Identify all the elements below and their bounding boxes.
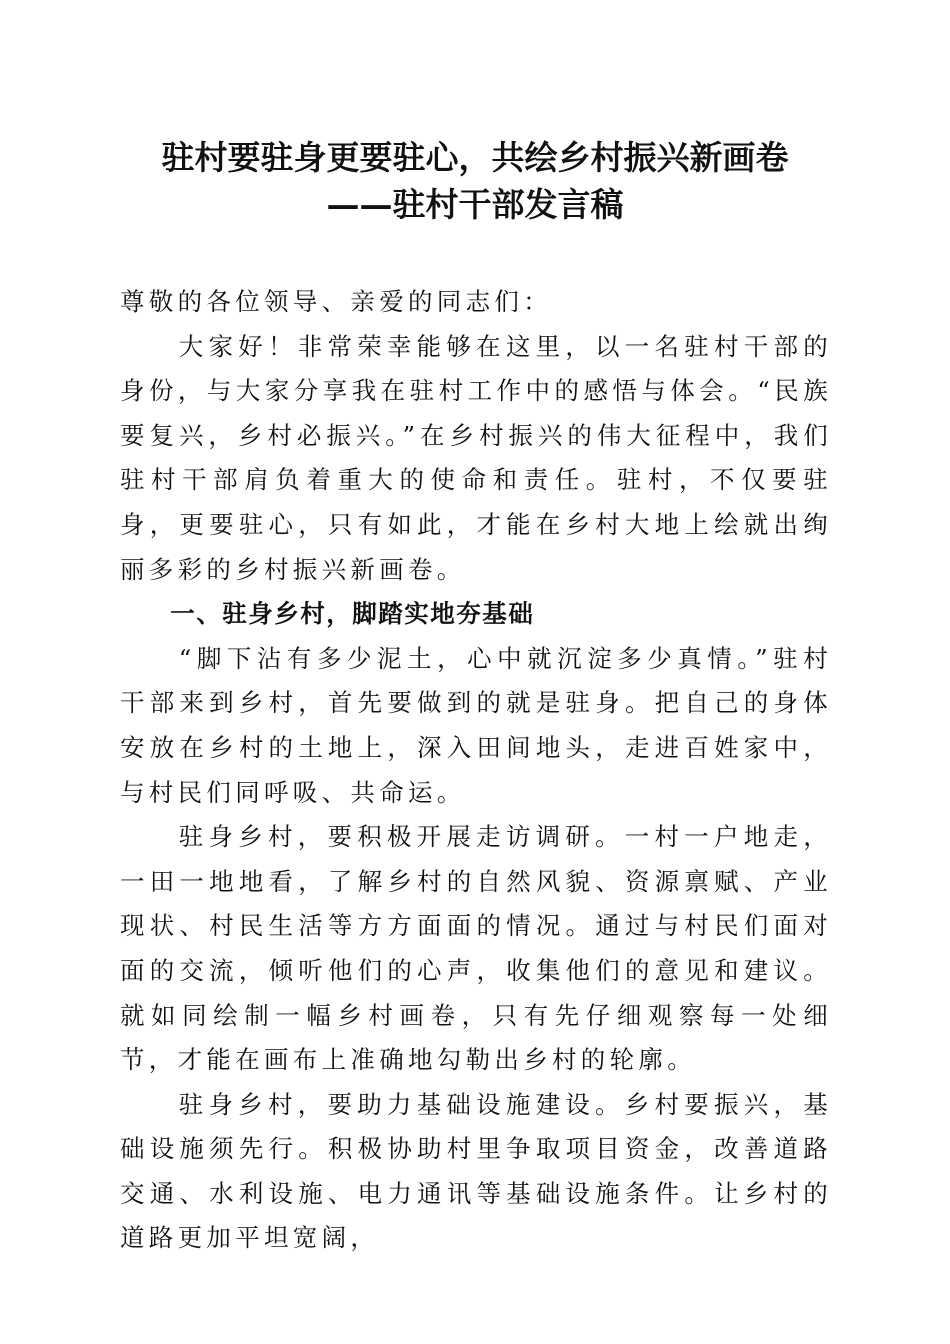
- salutation: 尊敬的各位领导、亲爱的同志们：: [120, 287, 552, 316]
- paragraph: “脚下沾有多少泥土，心中就沉淀多少真情。”驻村干部来到乡村，首先要做到的就是驻身。把自己的身体安放在乡村的土地上，深入田间地头，走进百姓家中，与村民们同呼吸、共命运。: [120, 643, 832, 807]
- paragraph: 驻身乡村，要助力基础设施建设。乡村要振兴，基础设施须先行。积极协助村里争取项目资金，改善道路交通、水利设施、电力通讯等基础设施条件。让乡村的道路更加平坦宽阔，: [120, 1089, 832, 1253]
- document-subtitle: ——驻村干部发言稿: [326, 185, 624, 224]
- title-block: [0, 134, 950, 228]
- document-body: [120, 280, 832, 1261]
- paragraph-intro: 大家好！非常荣幸能够在这里，以一名驻村干部的身份，与大家分享我在驻村工作中的感悟与体会。“民族要复兴，乡村必振兴。”在乡村振兴的伟大征程中，我们驻村干部肩负着重大的使命和责任。驻村，不仅要驻身，更要驻心，只有如此，才能在乡村大地上绘就出绚丽多彩的乡村振兴新画卷。: [120, 331, 832, 584]
- section-heading: 一、驻身乡村，脚踏实地夯基础: [170, 599, 535, 629]
- document-title: 驻村要驻身更要驻心，共绘乡村振兴新画卷: [161, 138, 789, 177]
- paragraph: 驻身乡村，要积极开展走访调研。一村一户地走，一田一地地看，了解乡村的自然风貌、资源禀赋、产业现状、村民生活等方方面面的情况。通过与村民们面对面的交流，倾听他们的心声，收集他们的意见和建议。就如同绘制一幅乡村画卷，只有先仔细观察每一处细节，才能在画布上准确地勾勒出乡村的轮廓。: [120, 822, 832, 1075]
